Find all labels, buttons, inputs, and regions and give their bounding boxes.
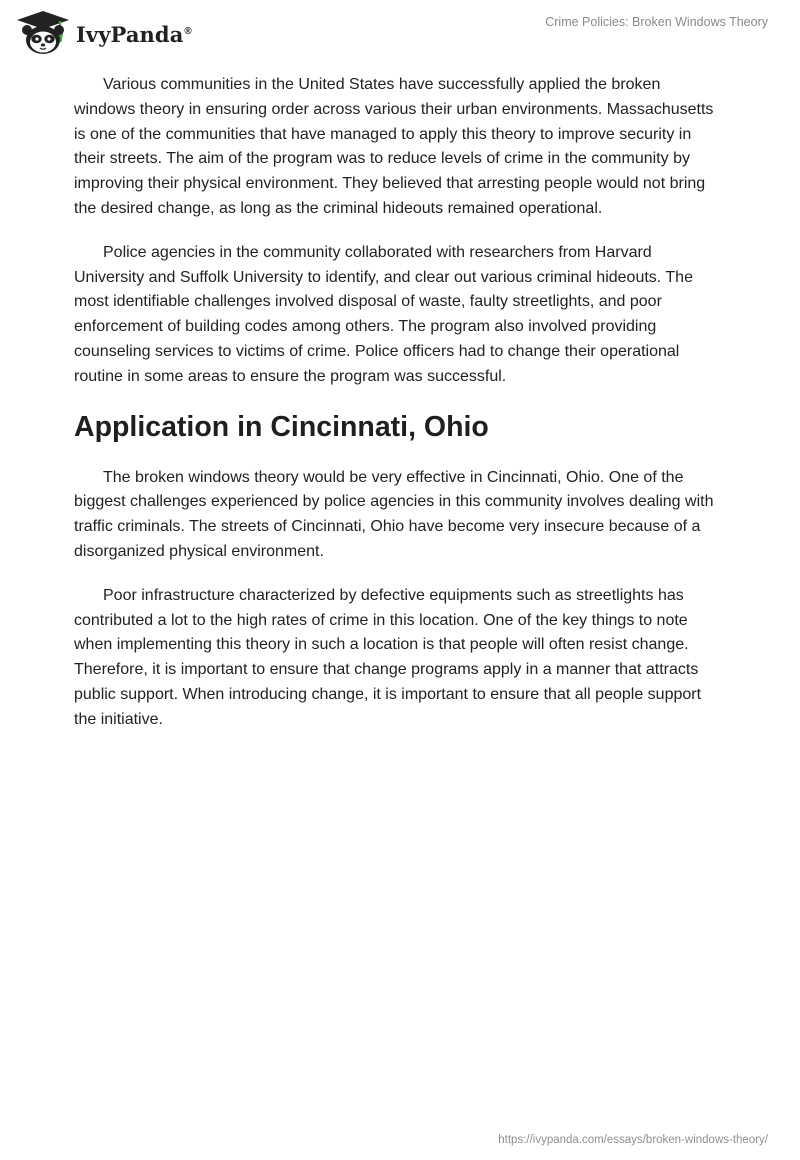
paragraph-infrastructure: Poor infrastructure characterized by defective equipments such as streetlights has contributed a lot to the high rates of crime in this location. One of the key things to note when implementing this theory in such a location is that people will often resist change. Therefore, it is important to ensure that change programs apply in a manner that attracts public support. When introducing change, it is important to ensure that all people support the initiative. (74, 586, 702, 728)
section-heading: Application in Cincinnati, Ohio (74, 410, 489, 443)
panda-graduation-cap-icon (14, 9, 72, 57)
paragraph-cincinnati: The broken windows theory would be very effective in Cincinnati, Ohio. One of the biggest challenges experienced by police agencies in this community involves dealing with traffic criminals. The streets of Cincinnati, Ohio have become very insecure because of a disorganized physical environment. (74, 468, 714, 560)
paragraph-massachusetts: Various communities in the United States have successfully applied the broken windows theory in ensuring order across various their urban environments. Massachusetts is one of the communities that have managed to apply this theory to improve security in their streets. The aim of the program was to reduce levels of crime in the community by improving their physical environment. They believed that arresting people would not bring the desired change, as long as the criminal hideouts remained operational. (74, 76, 714, 217)
page-header (0, 0, 800, 64)
paragraph-police-agencies: Police agencies in the community collaborated with researchers from Harvard University and Suffolk University to identify, and clear out various criminal hideouts. The most identifiable challenges involved disposal of waste, faulty streetlights, and poor enforcement of building codes among others. The program also involved providing counseling services to victims of crime. Police officers had to change their operational routine in some areas to ensure the program was successful. (74, 243, 693, 385)
essay-content (74, 73, 724, 752)
brand-name: IvyPanda® (76, 21, 192, 47)
logo[interactable] (14, 9, 192, 57)
document-title: Crime Policies: Broken Windows Theory (545, 15, 768, 29)
source-url[interactable]: https://ivypanda.com/essays/broken-windows-theory/ (498, 1134, 768, 1146)
